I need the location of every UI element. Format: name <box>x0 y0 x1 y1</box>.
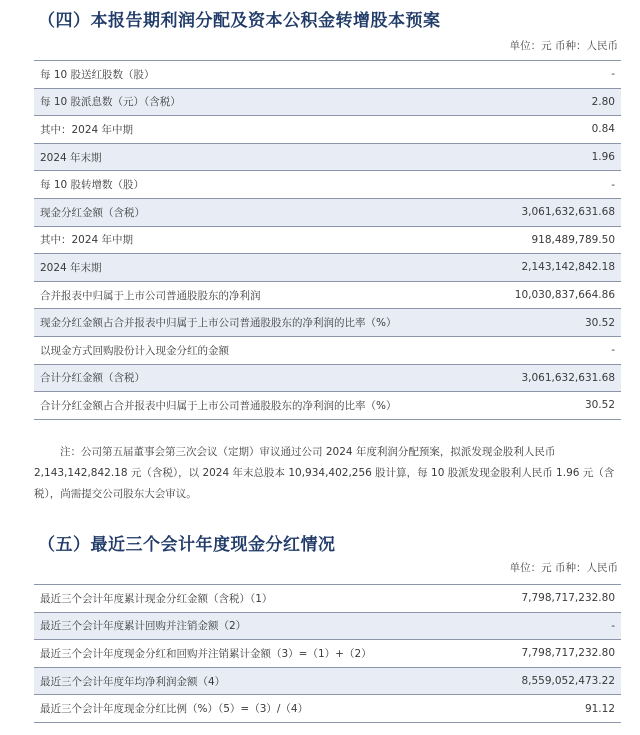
section-5-unit-note: 单位：元 币种：人民币 <box>509 562 618 574</box>
table-row <box>34 695 621 723</box>
table-row <box>34 640 621 668</box>
table-row <box>34 612 621 640</box>
row-label: 2024 年末期 <box>34 254 484 282</box>
row-value: - <box>484 171 621 199</box>
three-year-dividend-table <box>34 584 621 723</box>
row-label: 其中：2024 年中期 <box>34 116 484 144</box>
row-label: 最近三个会计年度累计现金分红金额（含税）（1） <box>34 585 483 613</box>
row-label: 合计分红金额占合并报表中归属于上市公司普通股股东的净利润的比率（%） <box>34 392 484 420</box>
table-row <box>34 336 621 364</box>
profit-distribution-table <box>34 60 621 420</box>
row-value: 1.96 <box>484 143 621 171</box>
row-label: 最近三个会计年度现金分红比例（%）（5）=（3）/（4） <box>34 695 483 723</box>
row-label: 其中：2024 年中期 <box>34 226 484 254</box>
row-label: 每 10 股送红股数（股） <box>34 61 484 89</box>
row-value: 2,143,142,842.18 <box>484 254 621 282</box>
row-value: 10,030,837,664.86 <box>484 281 621 309</box>
row-value: - <box>484 61 621 89</box>
row-value: - <box>484 336 621 364</box>
row-label: 每 10 股转增数（股） <box>34 171 484 199</box>
row-value: 2.80 <box>484 88 621 116</box>
table-row <box>34 585 621 613</box>
row-label: 现金分红金额占合并报表中归属于上市公司普通股股东的净利润的比率（%） <box>34 309 484 337</box>
table-row <box>34 198 621 226</box>
row-label: 合并报表中归属于上市公司普通股股东的净利润 <box>34 281 484 309</box>
row-value: 30.52 <box>484 309 621 337</box>
row-label: 每 10 股派息数（元）（含税） <box>34 88 484 116</box>
row-label: 现金分红金额（含税） <box>34 198 484 226</box>
section-5-title: （五）最近三个会计年度现金分红情况 <box>38 535 336 555</box>
section-4-unit-note: 单位：元 币种：人民币 <box>509 40 618 52</box>
row-value: 91.12 <box>483 695 621 723</box>
row-value: - <box>483 612 621 640</box>
table-row <box>34 309 621 337</box>
table-row <box>34 392 621 420</box>
row-value: 30.52 <box>484 392 621 420</box>
row-value: 3,061,632,631.68 <box>484 198 621 226</box>
row-value: 8,559,052,473.22 <box>483 667 621 695</box>
table-row <box>34 226 621 254</box>
table-row <box>34 88 621 116</box>
row-label: 最近三个会计年度累计回购并注销金额（2） <box>34 612 483 640</box>
table-row <box>34 116 621 144</box>
table-row <box>34 171 621 199</box>
row-value: 3,061,632,631.68 <box>484 364 621 392</box>
table-row <box>34 61 621 89</box>
row-value: 0.84 <box>484 116 621 144</box>
row-label: 最近三个会计年度年均净利润金额（4） <box>34 667 483 695</box>
row-label: 2024 年末期 <box>34 143 484 171</box>
row-value: 7,798,717,232.80 <box>483 640 621 668</box>
row-value: 918,489,789.50 <box>484 226 621 254</box>
row-label: 合计分红金额（含税） <box>34 364 484 392</box>
row-value: 7,798,717,232.80 <box>483 585 621 613</box>
table-row <box>34 281 621 309</box>
table-row <box>34 364 621 392</box>
row-label: 最近三个会计年度现金分红和回购并注销累计金额（3）=（1）+（2） <box>34 640 483 668</box>
distribution-note: 注：公司第五届董事会第三次会议（定期）审议通过公司 2024 年度利润分配预案，拟派发现金股利人民币 2,143,142,842.18 元（含税），以 2024 年末总股本 10,934,402,256 股计算，每 10 股派发现金股利人民币 1.96 元（含税），尚需提交公司股东大会审议。 <box>34 446 615 500</box>
row-label: 以现金方式回购股份计入现金分红的金额 <box>34 336 484 364</box>
table-row <box>34 667 621 695</box>
table-row <box>34 143 621 171</box>
section-4-title: （四）本报告期利润分配及资本公积金转增股本预案 <box>38 11 441 31</box>
table-row <box>34 254 621 282</box>
